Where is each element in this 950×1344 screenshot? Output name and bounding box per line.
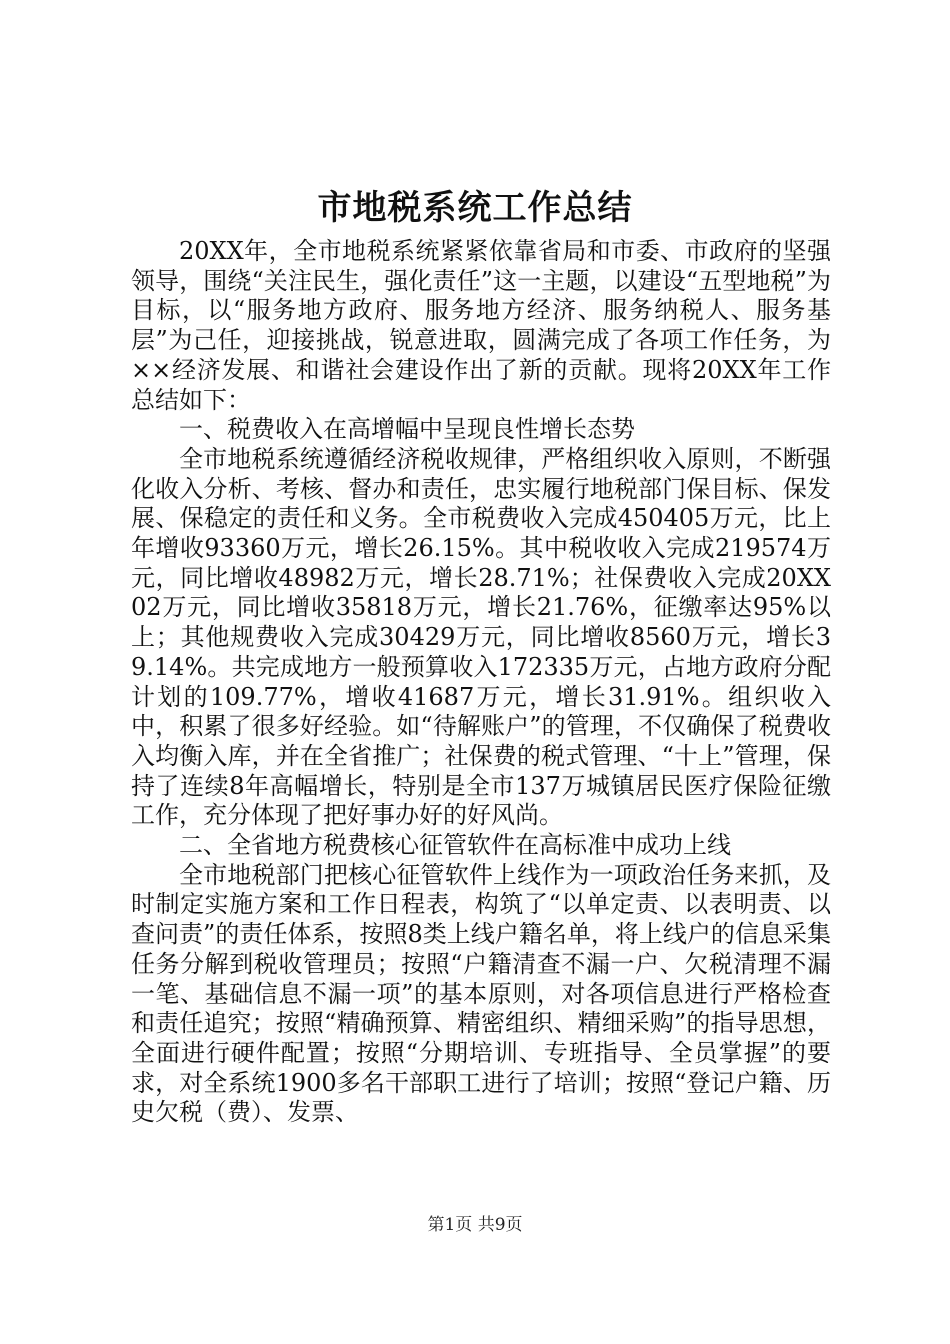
document-body (131, 237, 831, 1128)
section-2-paragraph: 全市地税部门把核心征管软件上线作为一项政治任务来抓，及时制定实施方案和工作日程表，构筑了“以单定责、以表明责、以查问责”的责任体系，按照8类上线户籍名单，将上线户的信息采集任务分解到税收管理员；按照“户籍清查不漏一户、欠税清理不漏一笔、基础信息不漏一项”的基本原则，对各项信息进行严格检查和责任追究；按照“精确预算、精密组织、精细采购”的指导思想，全面进行硬件配置；按照“分期培训、专班指导、全员掌握”的要求，对全系统1900多名干部职工进行了培训；按照“登记户籍、历史欠税（费）、发票、 (131, 860, 831, 1127)
section-heading-2: 二、全省地方税费核心征管软件在高标准中成功上线 (179, 831, 731, 860)
document-title: 市地税系统工作总结 (317, 188, 633, 228)
intro-paragraph: 20XX年，全市地税系统紧紧依靠省局和市委、市政府的坚强领导，围绕“关注民生，强化责任”这一主题，以建设“五型地税”为目标，以“服务地方政府、服务地方经济、服务纳税人、服务基层”为己任，迎接挑战，锐意进取，圆满完成了各项工作任务，为××经济发展、和谐社会建设作出了新的贡献。现将20XX年工作总结如下： (131, 237, 831, 414)
page-number-footer: 第1页 共9页 (427, 1215, 523, 1235)
section-heading-1: 一、税费收入在高增幅中呈现良性增长态势 (179, 415, 635, 444)
section-1-paragraph: 全市地税系统遵循经济税收规律，严格组织收入原则，不断强化收入分析、考核、督办和责任，忠实履行地税部门保目标、保发展、保稳定的责任和义务。全市税费收入完成450405万元，比上年增收93360万元，增长26.15%。其中税收收入完成219574万元，同比增收48982万元，增长28.71%；社保费收入完成20XX02万元，同比增收35818万元，增长21.76%，征缴率达95%以上；其他规费收入完成30429万元，同比增收8560万元，增长39.14%。共完成地方一般预算收入172335万元，占地方政府分配计划的109.77%，增收41687万元，增长31.91%。组织收入中，积累了很多好经验。如“待解账户”的管理，不仅确保了税费收入均衡入库，并在全省推广；社保费的税式管理、“十上”管理，保持了连续8年高幅增长，特别是全市137万城镇居民医疗保险征缴工作，充分体现了把好事办好的好风尚。 (131, 444, 831, 830)
